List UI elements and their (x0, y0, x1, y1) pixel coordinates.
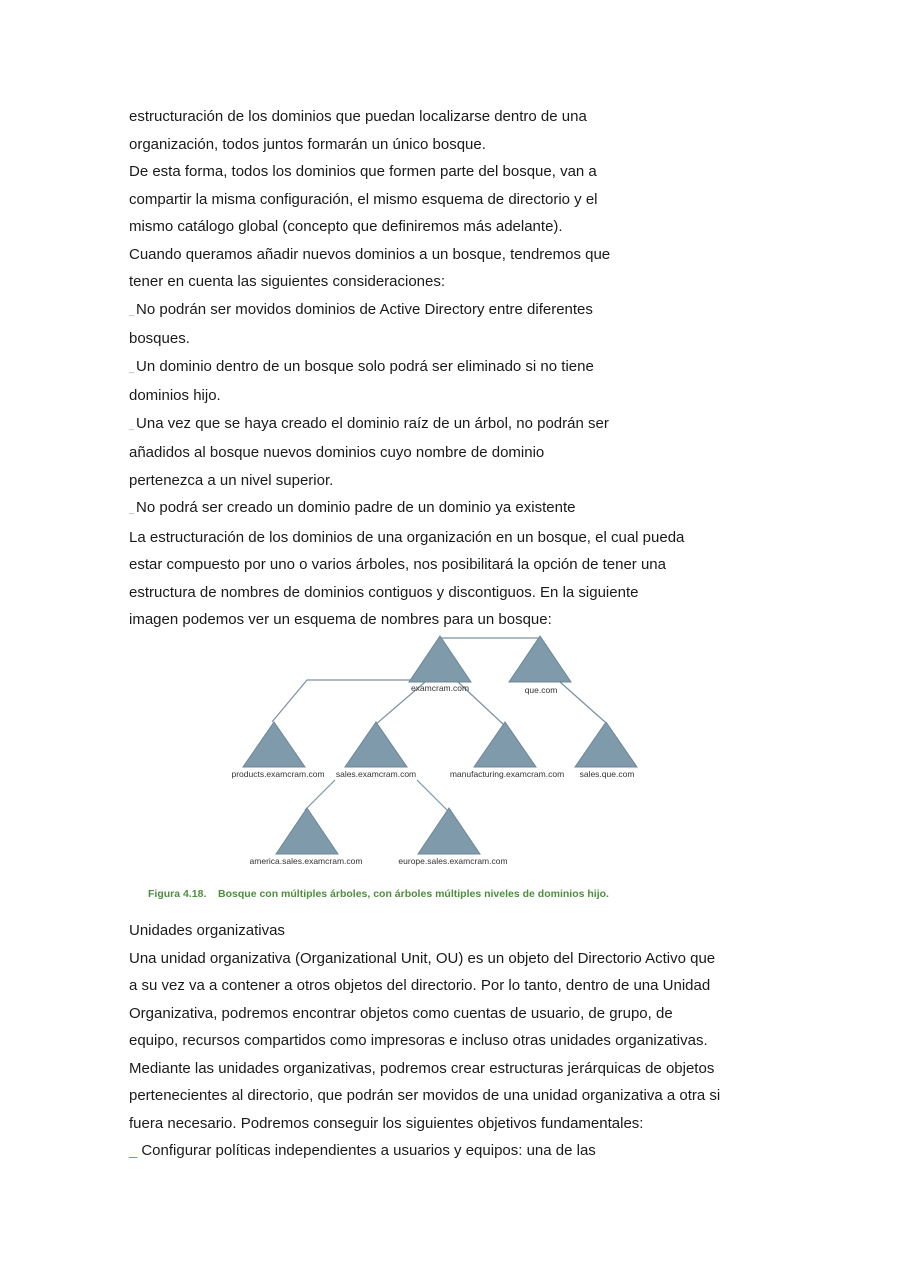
paragraph-line: equipo, recursos compartidos como impresoras e incluso otras unidades organizativas. (129, 1032, 708, 1049)
connector-examcram-products (272, 680, 412, 722)
paragraph-line: organización, todos juntos formarán un único bosque. (129, 135, 486, 153)
section-heading: Unidades organizativas (129, 922, 285, 939)
domain-triangle-sales (345, 722, 407, 767)
bullet-marker: _ (129, 305, 135, 316)
domain-triangle-salesque (575, 722, 637, 767)
bullet-line: _ No podrá ser creado un dominio padre de un dominio ya existente (129, 499, 576, 516)
domain-triangle-europe (418, 808, 480, 854)
node-label-manufacturing: manufacturing.examcram.com (449, 769, 565, 779)
paragraph-line: De esta forma, todos los dominios que formen parte del bosque, van a (129, 163, 597, 180)
domain-triangle-products (243, 722, 305, 767)
node-label-que: que.com (524, 685, 558, 695)
paragraph-line: imagen podemos ver un esquema de nombres para un bosque: (129, 611, 552, 628)
node-label-salesque: sales.que.com (579, 769, 635, 779)
paragraph-line: dominios hijo. (129, 387, 221, 404)
paragraph-line: mismo catálogo global (concepto que definiremos más adelante). (129, 218, 563, 235)
paragraph-line: añadidos al bosque nuevos dominios cuyo nombre de dominio (129, 444, 545, 461)
paragraph-line: compartir la misma configuración, el mismo esquema de directorio y el (129, 190, 598, 208)
paragraph-line: estructura de nombres de dominios contiguos y discontiguos. En la siguiente (129, 583, 639, 601)
connector-root-que (440, 638, 540, 650)
domain-triangle-manufacturing (474, 722, 536, 767)
bullet-line: _ Configurar políticas independientes a usuarios y equipos: una de las (129, 1142, 596, 1159)
paragraph-line: Organizativa, podremos encontrar objetos como cuentas de usuario, de grupo, de (129, 1004, 673, 1022)
paragraph-line: tener en cuenta las siguientes consideraciones: (129, 273, 446, 290)
node-label-examcram: examcram.com (410, 683, 470, 693)
bullet-marker: _ (129, 419, 135, 430)
node-label-europe: europe.sales.examcram.com (398, 856, 508, 866)
domain-triangle-que (509, 636, 571, 682)
node-label-sales: sales.examcram.com (335, 769, 417, 779)
bullet-line: _ No podrán ser movidos dominios de Active Directory entre diferentes (129, 300, 593, 318)
paragraph-line: bosques. (129, 330, 190, 347)
bullet-line: _ Un dominio dentro de un bosque solo podrá ser eliminado si no tiene (129, 357, 594, 375)
paragraph-line: pertenezca a un nivel superior. (129, 471, 334, 489)
forest-diagram (140, 630, 680, 910)
top-text-block (129, 103, 779, 634)
connector-que-salesque (560, 682, 605, 722)
paragraph-line: La estructuración de los dominios de una organización en un bosque, el cual pueda (129, 528, 685, 546)
paragraph-line: Una unidad organizativa (Organizational Unit, OU) es un objeto del Directorio Activo que (129, 949, 716, 967)
node-label-america: america.sales.examcram.com (249, 856, 363, 866)
paragraph-line: Mediante las unidades organizativas, podremos crear estructuras jerárquicas de objetos (129, 1059, 715, 1077)
paragraph-line: estructuración de los dominios que puedan localizarse dentro de una (129, 108, 587, 125)
bullet-line: _ Una vez que se haya creado el dominio raíz de un árbol, no podrán ser (129, 414, 609, 432)
bullet-marker: _ (129, 504, 135, 514)
forest-diagram-figure (140, 630, 680, 910)
bottom-text-block (129, 917, 779, 1165)
connector-sales-america (305, 780, 335, 810)
figure-caption: Figura 4.18. Bosque con múltiples árboles, con árboles múltiples niveles de dominios hijo. (148, 888, 609, 900)
domain-triangle-america (276, 808, 338, 854)
node-label-products: products.examcram.com (231, 769, 325, 779)
bullet-marker: _ (129, 362, 135, 373)
paragraph-line: Cuando queramos añadir nuevos dominios a un bosque, tendremos que (129, 245, 611, 263)
paragraph-line: estar compuesto por uno o varios árboles, nos posibilitará la opción de tener una (129, 556, 666, 573)
paragraph-line: a su vez va a contener a otros objetos del directorio. Por lo tanto, dentro de una Unidad (129, 977, 711, 994)
paragraph-line: pertenecientes al directorio, que podrán ser movidos de una unidad organizativa a otra si (129, 1087, 721, 1104)
paragraph-line: fuera necesario. Podremos conseguir los siguientes objetivos fundamentales: (129, 1114, 644, 1132)
domain-triangle-examcram (409, 636, 471, 682)
bullet-marker: _ (129, 1142, 138, 1159)
connector-sales-europe (417, 780, 447, 810)
